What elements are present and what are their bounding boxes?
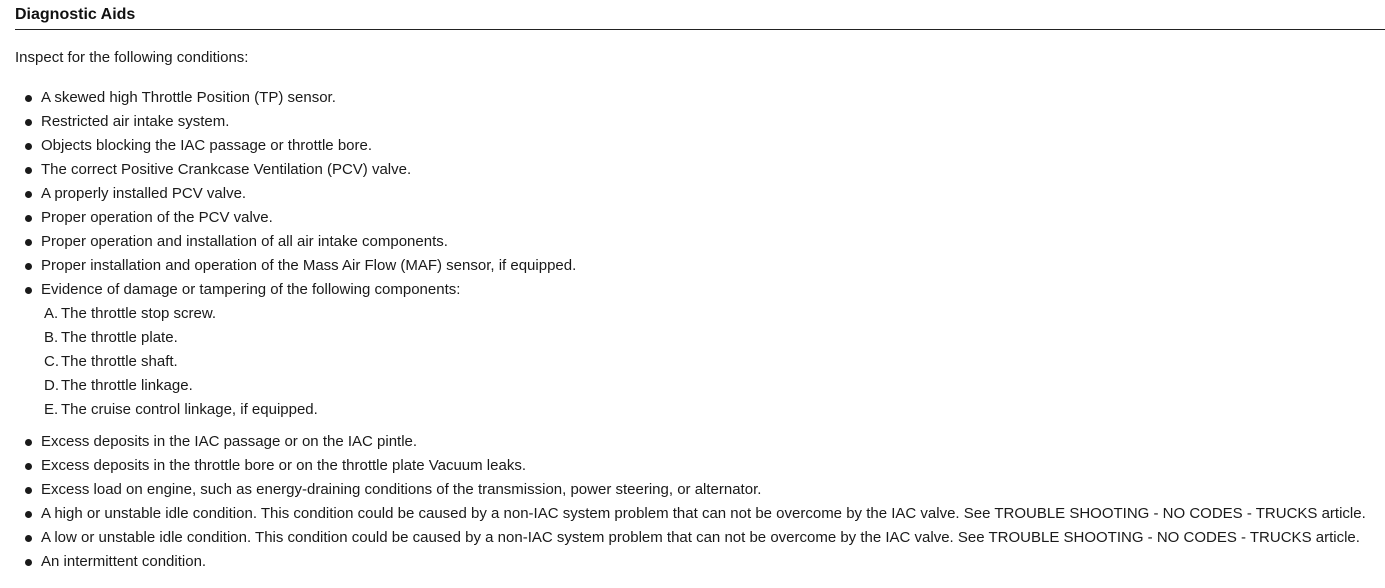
list-item-text: Proper operation of the PCV valve. bbox=[41, 209, 273, 226]
sublist-item-text: The throttle stop screw. bbox=[61, 305, 217, 322]
sublist-letter: B. bbox=[44, 329, 59, 346]
conditions-list-second bbox=[15, 432, 1366, 576]
section-title: Diagnostic Aids bbox=[15, 0, 1385, 30]
list-item bbox=[15, 160, 576, 184]
list-item bbox=[15, 208, 576, 232]
conditions-list-first bbox=[15, 88, 576, 304]
list-item-text: A high or unstable idle condition. This condition could be caused by a non-IAC system problem that can not be overcome by the IAC valve. See TROUBLE SHOOTING - NO CODES - TRUCKS article. bbox=[41, 505, 1366, 522]
bullet-icon bbox=[25, 239, 32, 246]
sublist-item bbox=[15, 304, 318, 328]
list-item-text: An intermittent condition. bbox=[41, 553, 207, 570]
sublist-item bbox=[15, 376, 318, 400]
list-item bbox=[15, 232, 576, 256]
bullet-icon bbox=[25, 535, 32, 542]
bullet-icon bbox=[25, 215, 32, 222]
list-item bbox=[15, 136, 576, 160]
bullet-icon bbox=[25, 95, 32, 102]
bullet-icon bbox=[25, 559, 32, 566]
bullet-icon bbox=[25, 287, 32, 294]
list-item-text: Restricted air intake system. bbox=[41, 113, 230, 130]
list-item-text: Excess deposits in the IAC passage or on the IAC pintle. bbox=[41, 433, 418, 450]
bullet-icon bbox=[25, 511, 32, 518]
list-item-text: Excess load on engine, such as energy-draining conditions of the transmission, power steering, or alternator. bbox=[41, 481, 762, 498]
list-item bbox=[15, 432, 1366, 456]
sublist-item-text: The cruise control linkage, if equipped. bbox=[61, 401, 318, 418]
sublist-item-text: The throttle linkage. bbox=[61, 377, 193, 394]
list-item bbox=[15, 88, 576, 112]
bullet-icon bbox=[25, 119, 32, 126]
sublist-item bbox=[15, 328, 318, 352]
list-item-text: Evidence of damage or tampering of the following components: bbox=[41, 281, 461, 298]
bullet-icon bbox=[25, 487, 32, 494]
list-item bbox=[15, 528, 1366, 552]
bullet-icon bbox=[25, 143, 32, 150]
sublist-item bbox=[15, 352, 318, 376]
list-item-text: A low or unstable idle condition. This condition could be caused by a non-IAC system problem that can not be overcome by the IAC valve. See TROUBLE SHOOTING - NO CODES - TRUCKS article. bbox=[41, 529, 1360, 546]
intro-text: Inspect for the following conditions: bbox=[15, 49, 249, 66]
bullet-icon bbox=[25, 439, 32, 446]
list-item bbox=[15, 256, 576, 280]
list-item bbox=[15, 552, 1366, 576]
sublist-letter: E. bbox=[44, 401, 59, 418]
list-item-text: A properly installed PCV valve. bbox=[41, 185, 247, 202]
list-item-text: The correct Positive Crankcase Ventilation (PCV) valve. bbox=[41, 161, 412, 178]
bullet-icon bbox=[25, 263, 32, 270]
sublist-letter: A. bbox=[44, 305, 59, 322]
list-item-text: Proper installation and operation of the Mass Air Flow (MAF) sensor, if equipped. bbox=[41, 257, 577, 274]
bullet-icon bbox=[25, 463, 32, 470]
list-item-text: A skewed high Throttle Position (TP) sensor. bbox=[41, 89, 336, 106]
list-item-text: Objects blocking the IAC passage or throttle bore. bbox=[41, 137, 373, 154]
sublist-letter: D. bbox=[44, 377, 59, 394]
list-item-text: Excess deposits in the throttle bore or on the throttle plate Vacuum leaks. bbox=[41, 457, 526, 474]
list-item bbox=[15, 504, 1366, 528]
list-item bbox=[15, 480, 1366, 504]
diagnostic-aids-section bbox=[15, 0, 1385, 570]
list-item bbox=[15, 456, 1366, 480]
bullet-icon bbox=[25, 191, 32, 198]
list-item bbox=[15, 184, 576, 208]
sublist-item-text: The throttle plate. bbox=[61, 329, 178, 346]
list-item bbox=[15, 112, 576, 136]
components-sublist bbox=[15, 304, 318, 424]
sublist-letter: C. bbox=[44, 353, 59, 370]
sublist-item-text: The throttle shaft. bbox=[61, 353, 178, 370]
list-item bbox=[15, 280, 576, 304]
list-item-text: Proper operation and installation of all air intake components. bbox=[41, 233, 448, 250]
sublist-item bbox=[15, 400, 318, 424]
bullet-icon bbox=[25, 167, 32, 174]
